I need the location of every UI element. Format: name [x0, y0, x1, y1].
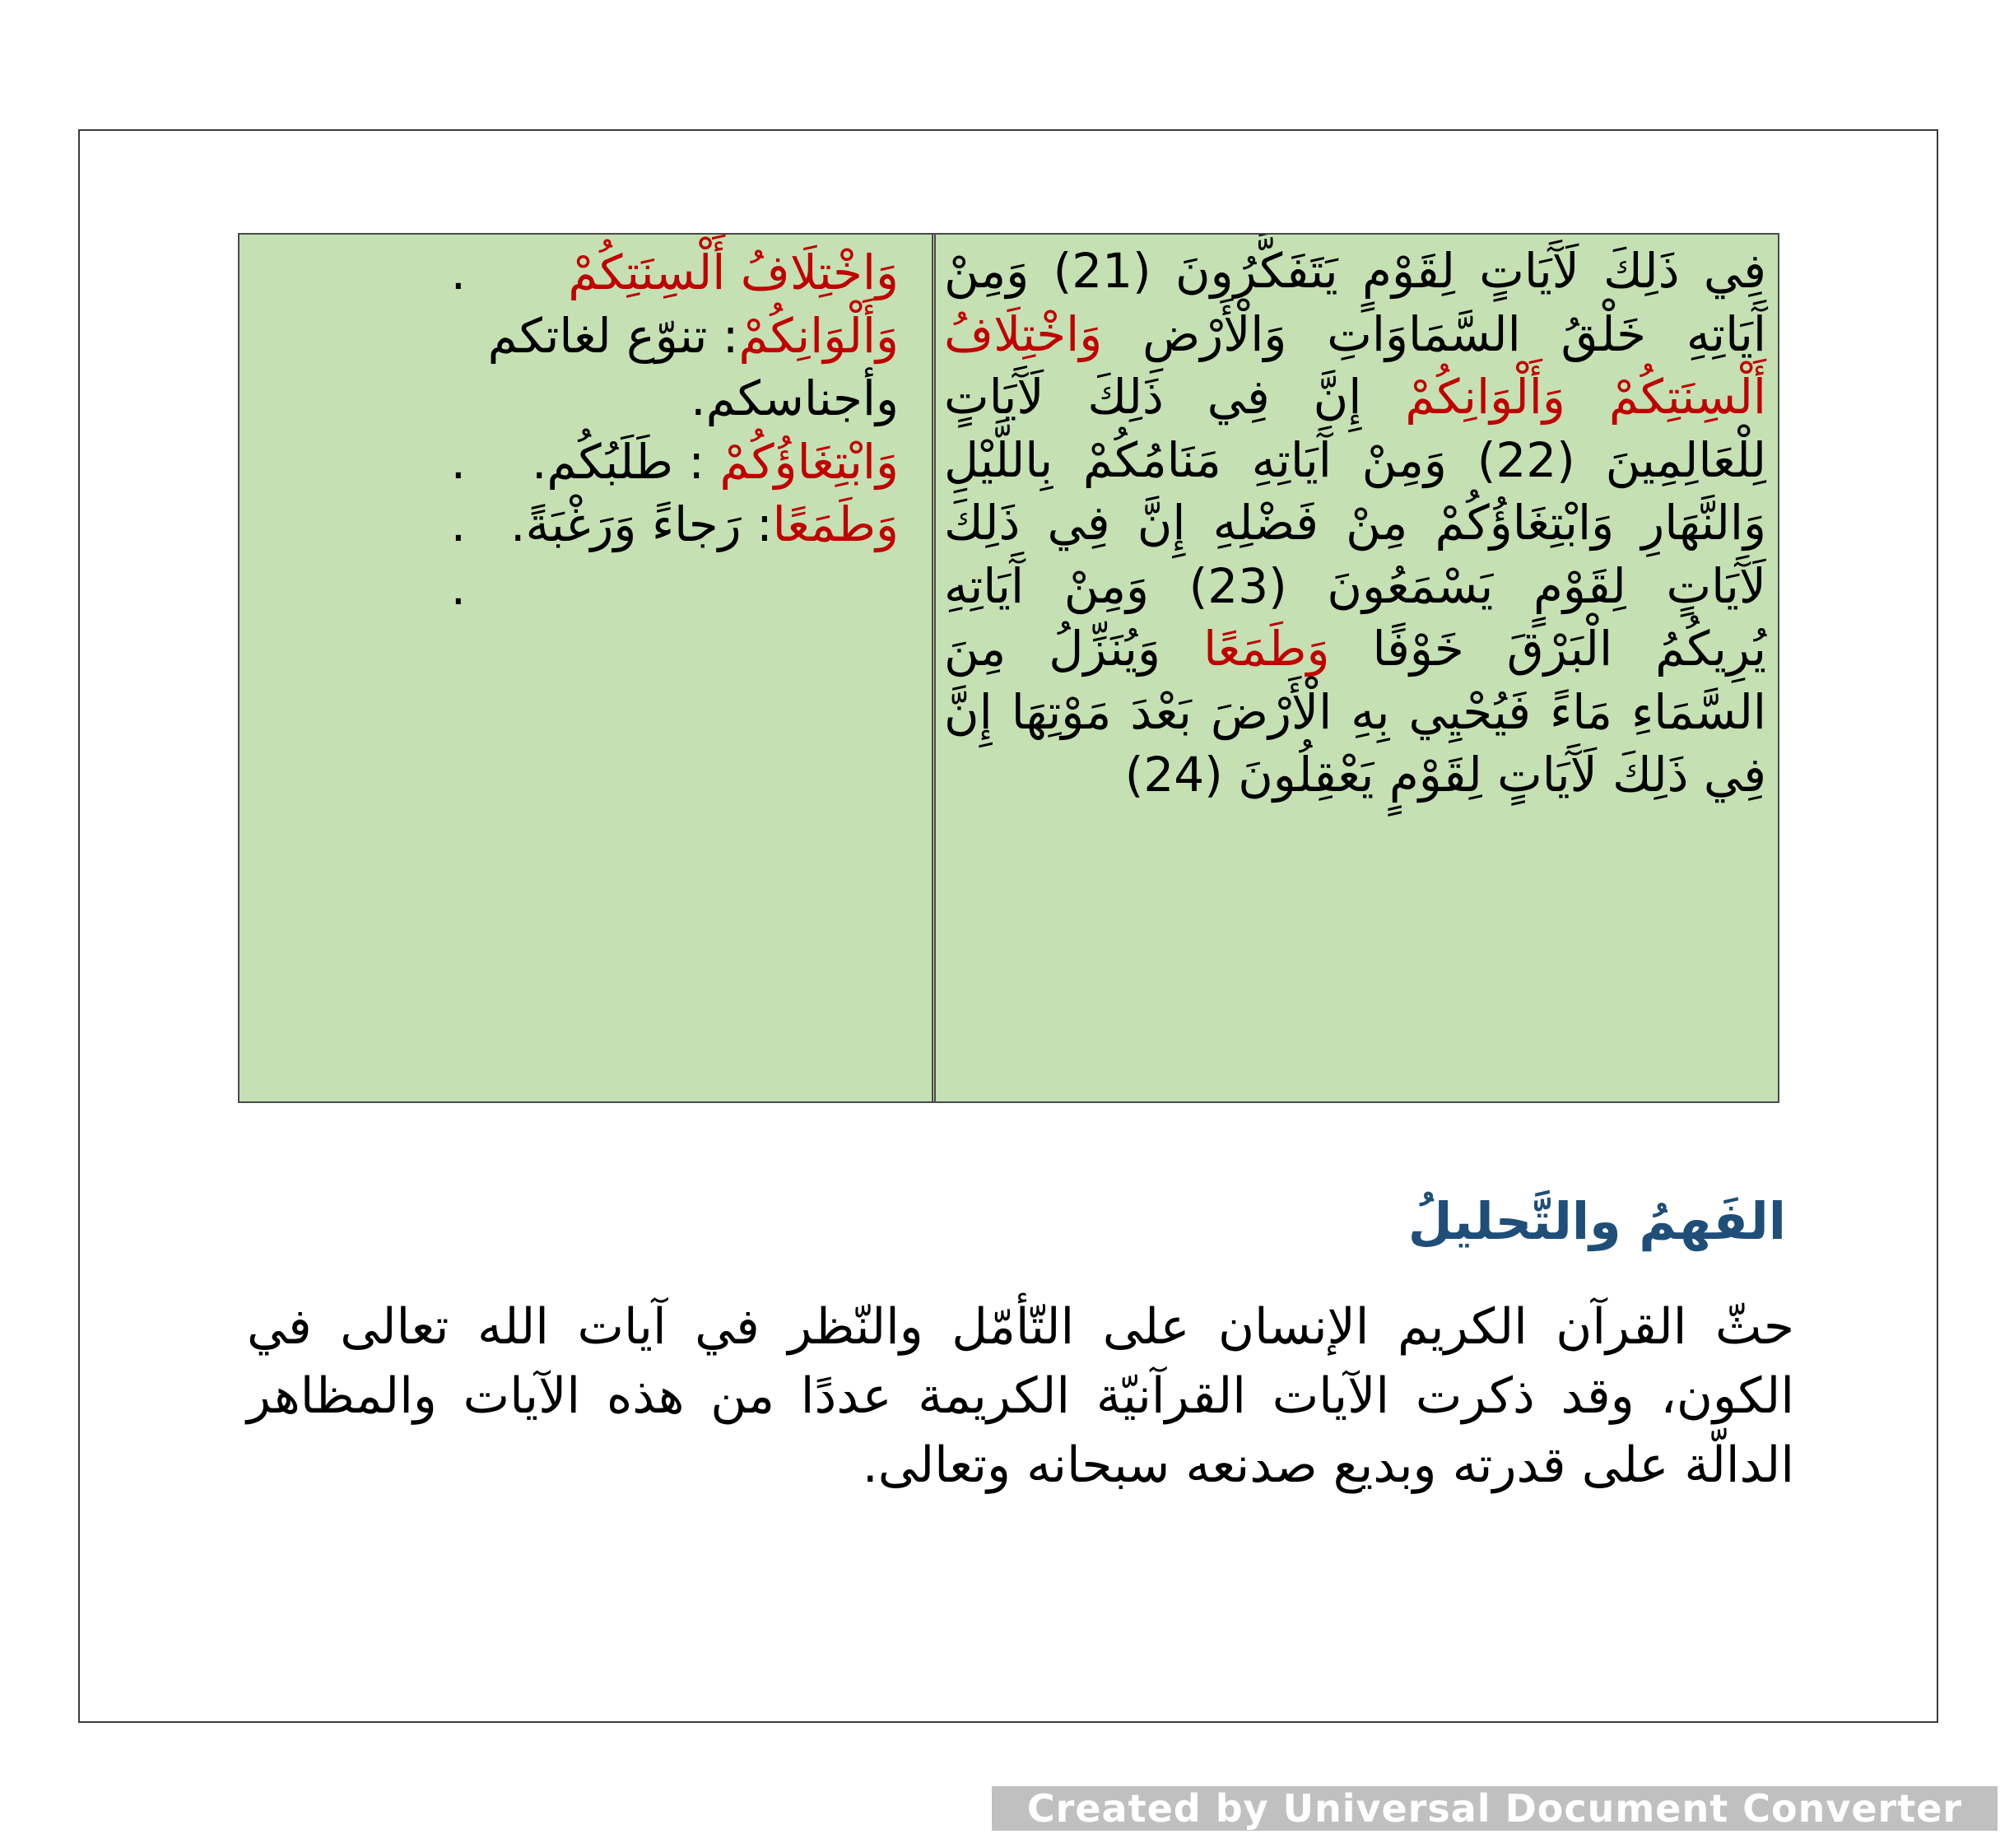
bullet-dot: .	[450, 433, 466, 490]
bullet-dot: .	[450, 559, 466, 616]
note-definition: : تنوّع لغاتكم وأجناسكم.	[487, 307, 899, 426]
vocabulary-notes-cell	[240, 235, 932, 1101]
verse-segment: فِي ذَلِكَ لَآَيَاتٍ لِقَوْمٍ يَتَفَكَّرُونَ (21) وَمِنْ آَيَاتِهِ خَلْقُ السَّمَاوَاتِ وَالْأَرْضِ	[944, 243, 1766, 362]
bullet-dot: .	[450, 496, 466, 552]
note-definition: : رَجاءً وَرَغْبَةً.	[510, 496, 773, 552]
body-paragraph: حثّ القرآن الكريم الإنسان على التّأمّل والنّظر في آيات الله تعالى في الكون، وقد ذكرت الآيات القرآنيّة الكريمة عددًا من هذه الآيات والمظاهر الدالّة على قدرته وبديع صدنعه سبحانه وتعالى.	[247, 1298, 1794, 1494]
note-term: وَطَمَعًا	[772, 496, 899, 552]
verse-highlight: وَطَمَعًا	[1203, 621, 1330, 677]
note-term: وَاخْتِلَافُ أَلْسِنَتِكُمْ وَأَلْوَانِكُمْ	[568, 244, 899, 364]
verse-table	[238, 233, 1779, 1103]
verse-segment: وَيُنَزِّلُ مِنَ السَّمَاءِ مَاءً فَيُحْيِي بِهِ الْأَرْضَ بَعْدَ مَوْتِهَا إِنَّ فِي ذَلِكَ لَآَيَاتٍ لِقَوْمٍ يَعْقِلُونَ (24)	[944, 621, 1766, 803]
note-text	[471, 241, 932, 431]
note-item	[240, 241, 932, 431]
note-text	[471, 556, 932, 619]
note-item	[240, 556, 932, 620]
note-text	[471, 431, 932, 494]
note-text	[471, 493, 932, 556]
note-item	[240, 431, 932, 494]
section-heading: الفَهمُ والتَّحليلُ	[1407, 1191, 1786, 1251]
note-definition: : طَلَبُكُم.	[531, 433, 720, 490]
verse-segment: إِنَّ فِي ذَلِكَ لَآَيَاتٍ لِلْعَالِمِينَ (22) وَمِنْ آَيَاتِهِ مَنَامُكُمْ بِاللَّيْلِ وَالنَّهَارِ وَابْتِغَاؤُكُمْ مِنْ فَضْلِهِ إِنَّ فِي ذَلِكَ لَآَيَاتٍ لِقَوْمٍ يَسْمَعُونَ (23) وَمِنْ آَيَاتِهِ يُرِيكُمُ الْبَرْقَ خَوْفًا	[944, 369, 1767, 677]
bullet-dot: .	[450, 244, 466, 300]
note-term: وَابْتِغَاؤُكُمْ	[719, 433, 899, 490]
verse-highlight: وَاخْتِلَافُ أَلْسِنَتِكُمْ وَأَلْوَانِكُمْ	[944, 305, 1766, 425]
note-item	[240, 493, 932, 556]
converter-watermark: Created by Universal Document Converter	[992, 1786, 1998, 1831]
quran-verses-cell	[932, 235, 1778, 1101]
